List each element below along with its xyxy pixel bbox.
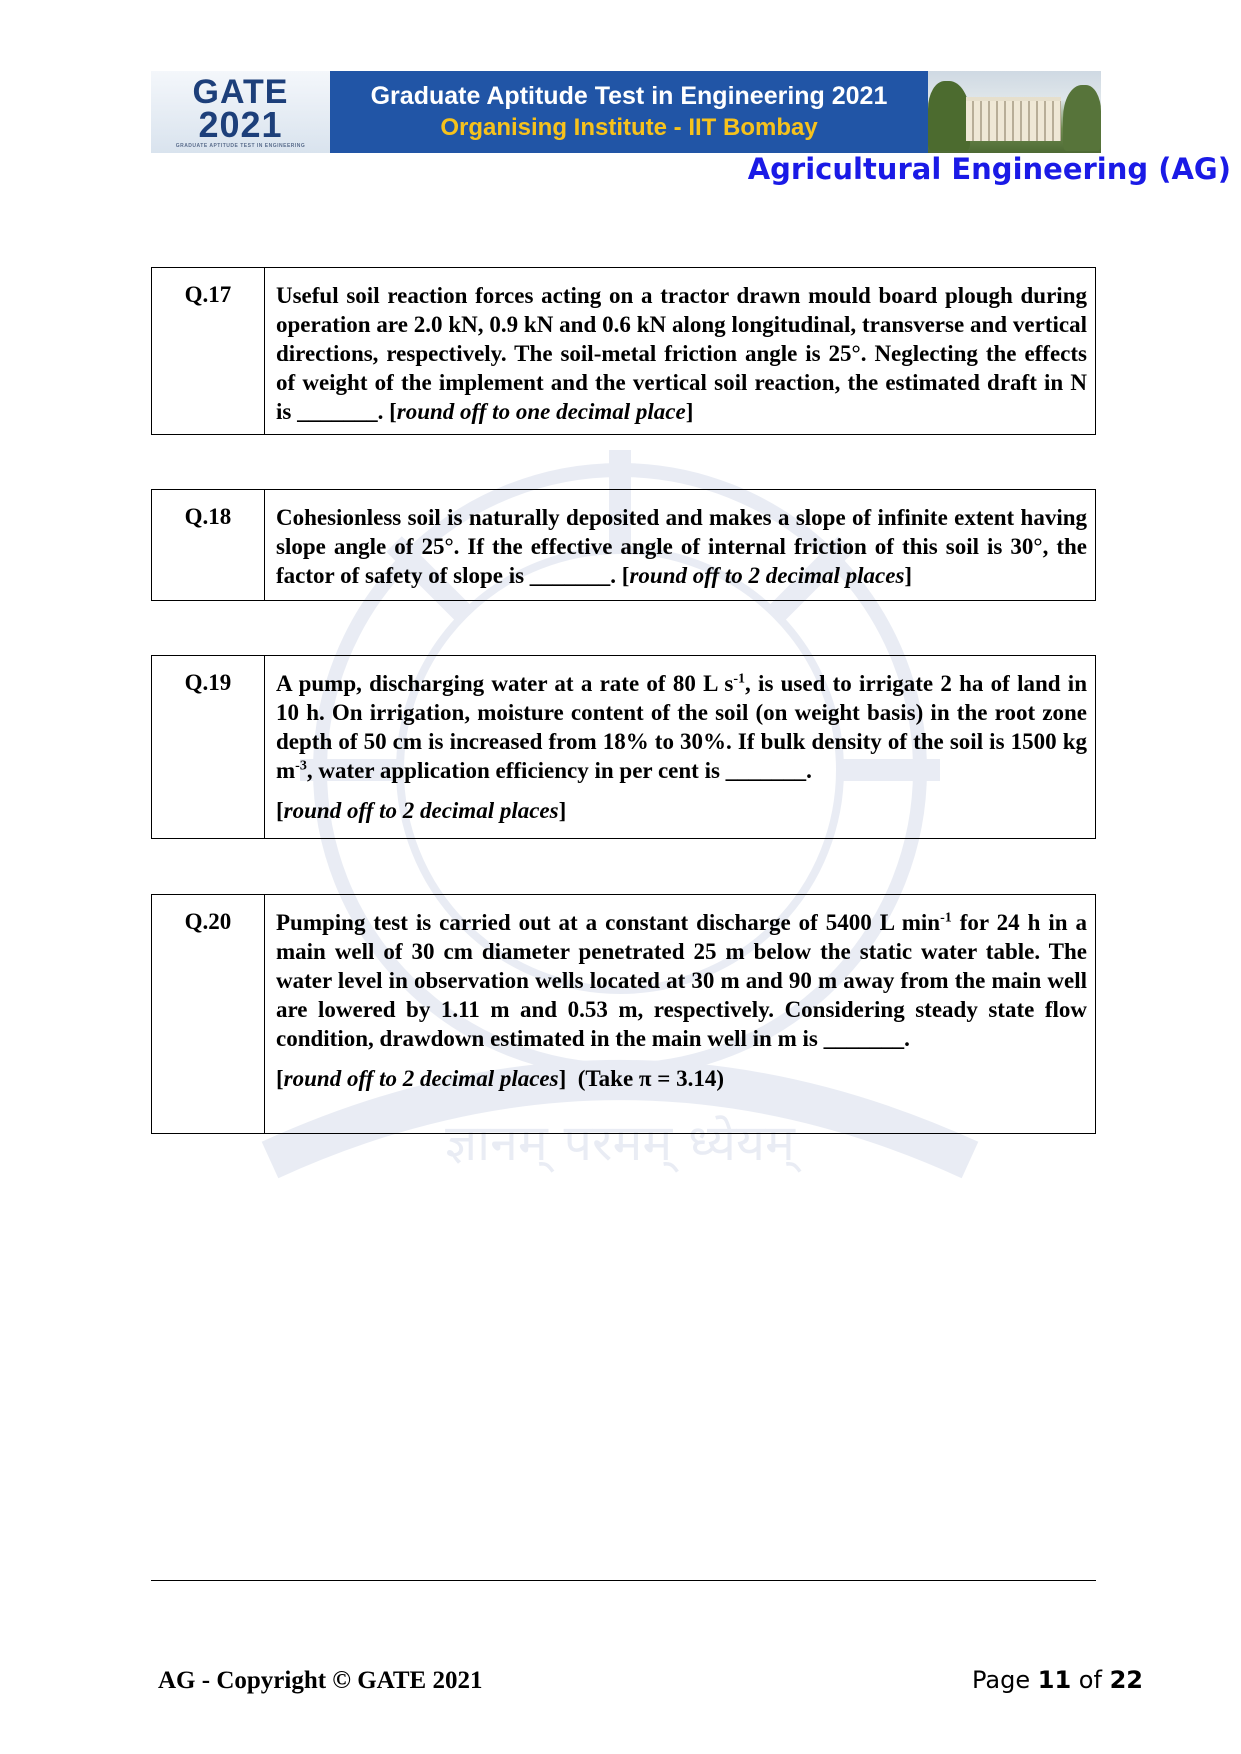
gate-logo xyxy=(151,71,330,153)
question-text xyxy=(265,656,1095,838)
question-body: Pumping test is carried out at a constant discharge of 5400 L min xyxy=(276,910,941,935)
superscript: -1 xyxy=(733,671,746,687)
pi-note: (Take π = 3.14) xyxy=(566,1066,725,1091)
question-number: Q.18 xyxy=(152,490,265,600)
question-box-17 xyxy=(151,267,1096,435)
subject-title: Agricultural Engineering (AG) xyxy=(747,152,1231,186)
rounding-note: round off to 2 decimal places xyxy=(283,798,559,823)
banner-text xyxy=(330,71,928,153)
logo-tagline: GRADUATE APTITUDE TEST IN ENGINEERING xyxy=(175,142,306,149)
question-number: Q.17 xyxy=(152,268,265,434)
page-number: 11 xyxy=(1037,1666,1072,1694)
page-label: Page xyxy=(972,1666,1031,1694)
question-text xyxy=(265,895,1095,1133)
question-body: , water application efficiency in per cent is _______. xyxy=(306,758,812,783)
question-text xyxy=(265,268,1095,434)
page-indicator xyxy=(972,1666,1143,1694)
bracket-close: ] xyxy=(685,399,694,424)
tree-shape xyxy=(928,81,970,151)
question-box-20 xyxy=(151,894,1096,1134)
of-label: of xyxy=(1078,1666,1102,1694)
bracket-open: [ xyxy=(276,1066,284,1091)
question-number: Q.19 xyxy=(152,656,265,838)
building-shape xyxy=(966,97,1061,141)
rounding-note: round off to 2 decimal places xyxy=(629,563,905,588)
bracket-open: [ xyxy=(276,798,284,823)
superscript: -3 xyxy=(295,758,307,774)
superscript: -1 xyxy=(940,910,952,926)
watermark-motto: ज्ञानम् परमम् ध्येयम् xyxy=(445,1114,795,1172)
campus-photo xyxy=(928,71,1101,153)
tree-shape xyxy=(1063,85,1101,151)
header-banner xyxy=(151,71,1101,153)
banner-subtitle: Organising Institute - IIT Bombay xyxy=(440,114,818,141)
question-body: , is used to irrigate 2 ha of land in 10 h. On irrigation, moisture content of the soil (on weight basis) in the root zone depth of 50 cm is increased from 18% to 30%. If bulk density of the soil is 1500 kg m xyxy=(276,671,1087,783)
question-box-19 xyxy=(151,655,1096,839)
bracket-close: ] xyxy=(558,1066,567,1091)
question-body: for 24 h in a main well of 30 cm diameter penetrated 25 m below the static water table. The water level in observation wells located at 30 m and 90 m away from the main well are lowered by 1.11 m and 0.53 m, respectively. Considering steady state flow condition, drawdown estimated in the main well in m is _______. xyxy=(276,910,1087,1051)
logo-line2: 2021 xyxy=(198,103,283,145)
question-body: A pump, discharging water at a rate of 80 L s xyxy=(276,671,734,696)
bracket-close: ] xyxy=(904,563,913,588)
page-total: 22 xyxy=(1109,1666,1143,1694)
banner-title: Graduate Aptitude Test in Engineering 2021 xyxy=(370,82,888,110)
footer-divider xyxy=(151,1580,1096,1581)
footer-copyright: AG - Copyright © GATE 2021 xyxy=(158,1667,483,1694)
logo-line1: GATE xyxy=(192,72,289,111)
question-body: Useful soil reaction forces acting on a tractor drawn mould board plough during operation are 2.0 kN, 0.9 kN and 0.6 kN along longitudinal, transverse and vertical directions, respectively. The soil-metal friction angle is 25°. Neglecting the effects of weight of the implement and the vertical soil reaction, the estimated draft in N is _______. [ xyxy=(276,283,1087,424)
rounding-note: round off to 2 decimal places xyxy=(283,1066,559,1091)
question-number: Q.20 xyxy=(152,895,265,1133)
rounding-note: round off to one decimal place xyxy=(396,399,686,424)
question-body: Cohesionless soil is naturally deposited and makes a slope of infinite extent having slope angle of 25°. If the effective angle of internal friction of this soil is 30°, the factor of safety of slope is _______. [ xyxy=(276,505,1087,588)
bracket-close: ] xyxy=(558,798,567,823)
question-text xyxy=(265,490,1095,600)
question-box-18 xyxy=(151,489,1096,601)
